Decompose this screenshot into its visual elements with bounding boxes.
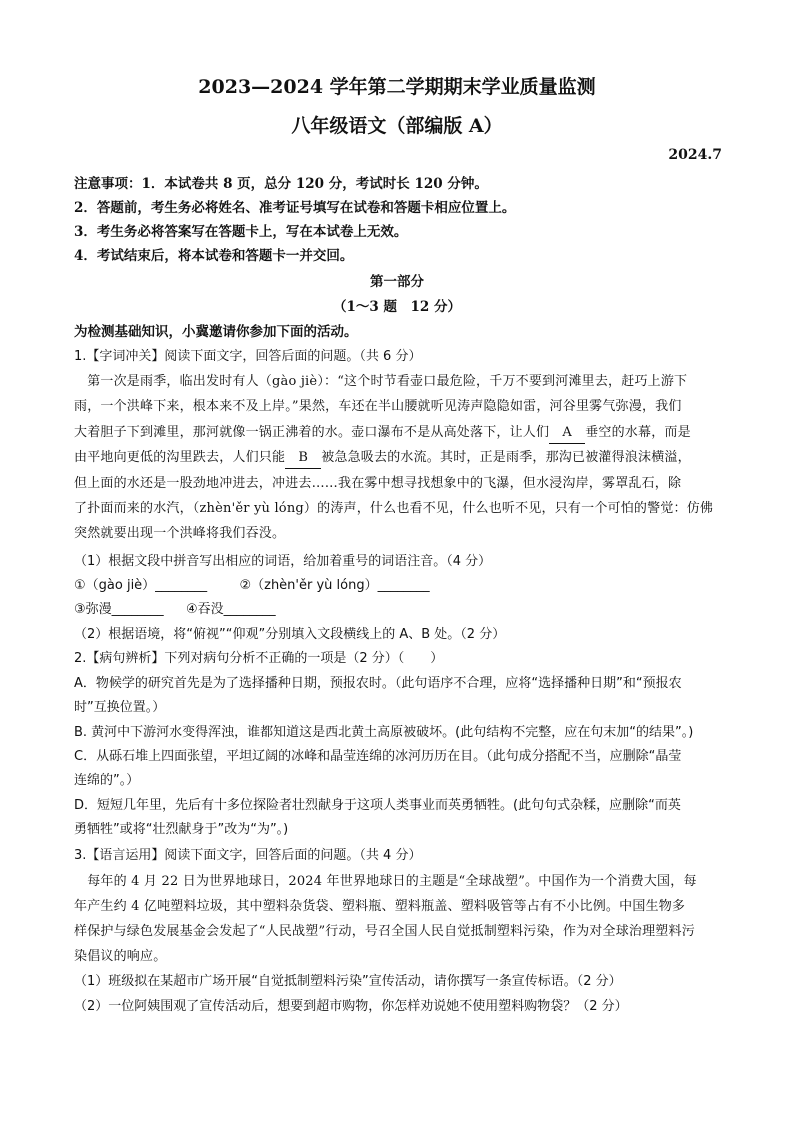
q1-sub1-items	[74, 576, 734, 596]
note-line: 注意事项：1．本试卷共 8 页，总分 120 分，考试时长 120 分钟。	[74, 176, 488, 192]
q3-sub2: （2）一位阿姨围观了宣传活动后，想要到超市购物，你怎样劝说她不使用塑料购物袋？（2 分）	[74, 999, 628, 1014]
exam-title: 2023—2024 学年第二学期期末学业质量监测	[198, 76, 596, 98]
answer-item: ②（zhèn'ěr yù lóng）________	[239, 578, 430, 593]
passage-line: 样保护与绿色发展基金会发起了“人民战塑”行动，号召全国人民自觉抵制塑料污染，作为对全球治理塑料污	[74, 924, 695, 939]
blank-a: A	[549, 423, 585, 444]
note-line: 3．考生务必将答案写在答题卡上，写在本试卷上无效。	[74, 224, 408, 240]
part-range: （1～3 题 12 分）	[333, 299, 461, 315]
passage-line: 每年的 4 月 22 日为世界地球日，2024 年世界地球日的主题是“全球战塑”。中国作为一个消费大国，每	[74, 874, 697, 889]
option-line: 连绵的”。）	[74, 773, 140, 788]
question-1-title: 1.【字词冲关】阅读下面文字，回答后面的问题。（共 6 分）	[74, 349, 422, 364]
question-3-title: 3.【语言运用】阅读下面文字，回答后面的问题。（共 4 分）	[74, 848, 422, 863]
passage-text: 大着胆子下到滩里，那河就像一锅正沸着的水。壶口瀑布不是从高处落下，让人们	[74, 425, 550, 440]
option-line: C．从砾石堆上四面张望，平坦辽阔的冰峰和晶莹连绵的冰河历历在目。（此句成分搭配不当，应删除“晶莹	[74, 749, 682, 764]
passage-line	[74, 448, 734, 469]
passage-line: 突然就要出现一个洪峰将我们吞没。	[74, 526, 286, 541]
passage-line: 雨，一个洪峰下来，根本来不及上岸。”果然，车还在半山腰就听见涛声隐隐如雷，河谷里雾气弥漫，我们	[74, 399, 682, 414]
option-line: B. 黄河中下游河水变得浑浊，谁都知道这是西北黄土高原被破坏。(此句结构不完整，应在句末加“的结果”。)	[74, 725, 694, 740]
passage-text: 被急急吸去的水流。其时，正是雨季，那沟已被灌得浪沫横溢，	[321, 450, 691, 465]
question-2-title: 2.【病句辨析】下列对病句分析不正确的一项是（2 分）（ ）	[74, 651, 444, 666]
q1-sub1-items	[74, 600, 734, 620]
exam-date: 2024.7	[668, 147, 722, 163]
option-line: D．短短几年里，先后有十多位探险者壮烈献身于这项人类事业而英勇牺牲。(此句句式杂糅，应删除“而英	[74, 798, 681, 813]
option-line: A．物候学的研究首先是为了选择播种日期，预报农时。（此句语序不合理，应将“选择播种日期”和“预报农	[74, 676, 682, 691]
passage-line: 染倡议的响应。	[74, 949, 167, 964]
part-intro: 为检测基础知识，小冀邀请你参加下面的活动。	[74, 324, 358, 340]
passage-line	[74, 423, 734, 444]
passage-line: 了扑面而来的水汽，（zhèn'ěr yù lóng）的涛声，什么也看不见，什么也听不见，只有一个可怕的警觉：仿佛	[74, 501, 714, 516]
passage-line: 第一次是雨季，临出发时有人（gào jiè）：“这个时节看壶口最危险，千万不要到河滩里去，赶巧上游下	[74, 374, 688, 389]
option-line: 勇牺牲”或将“壮烈献身于”改为“为”。)	[74, 822, 289, 837]
q1-sub1: （1）根据文段中拼音写出相应的词语，给加着重号的词语注音。（4 分）	[74, 554, 492, 569]
passage-text: 由平地向更低的沟里跌去，人们只能	[74, 450, 286, 465]
passage-line: 年产生约 4 亿吨塑料垃圾，其中塑料杂货袋、塑料瓶、塑料瓶盖、塑料吸管等占有不小比例。中国生物多	[74, 899, 686, 914]
note-line: 4．考试结束后，将本试卷和答题卡一并交回。	[74, 248, 354, 264]
exam-subtitle: 八年级语文（部编版 A）	[291, 115, 503, 137]
q1-sub2: （2）根据语境，将“俯视”“仰观”分别填入文段横线上的 A、B 处。（2 分）	[74, 627, 506, 642]
passage-text: 垂空的水幕，而是	[585, 425, 691, 440]
q3-sub1: （1）班级拟在某超市广场开展“自觉抵制塑料污染”宣传活动，请你撰写一条宣传标语。（2 分）	[74, 974, 622, 989]
passage-line: 但上面的水还是一股劲地冲进去，冲进去……我在雾中想寻找想象中的飞瀑，但水浸沟岸，雾罩乱石，除	[74, 476, 682, 491]
part-title: 第一部分	[370, 274, 424, 290]
answer-item: ④吞没________	[185, 602, 276, 617]
answer-item: ③弥漫________	[74, 602, 164, 617]
note-line: 2．答题前，考生务必将姓名、准考证号填写在试卷和答题卡相应位置上。	[74, 200, 516, 216]
answer-item: ①（gào jiè）________	[74, 578, 208, 593]
option-line: 时”互换位置。）	[74, 700, 166, 715]
blank-b: B	[285, 448, 321, 469]
